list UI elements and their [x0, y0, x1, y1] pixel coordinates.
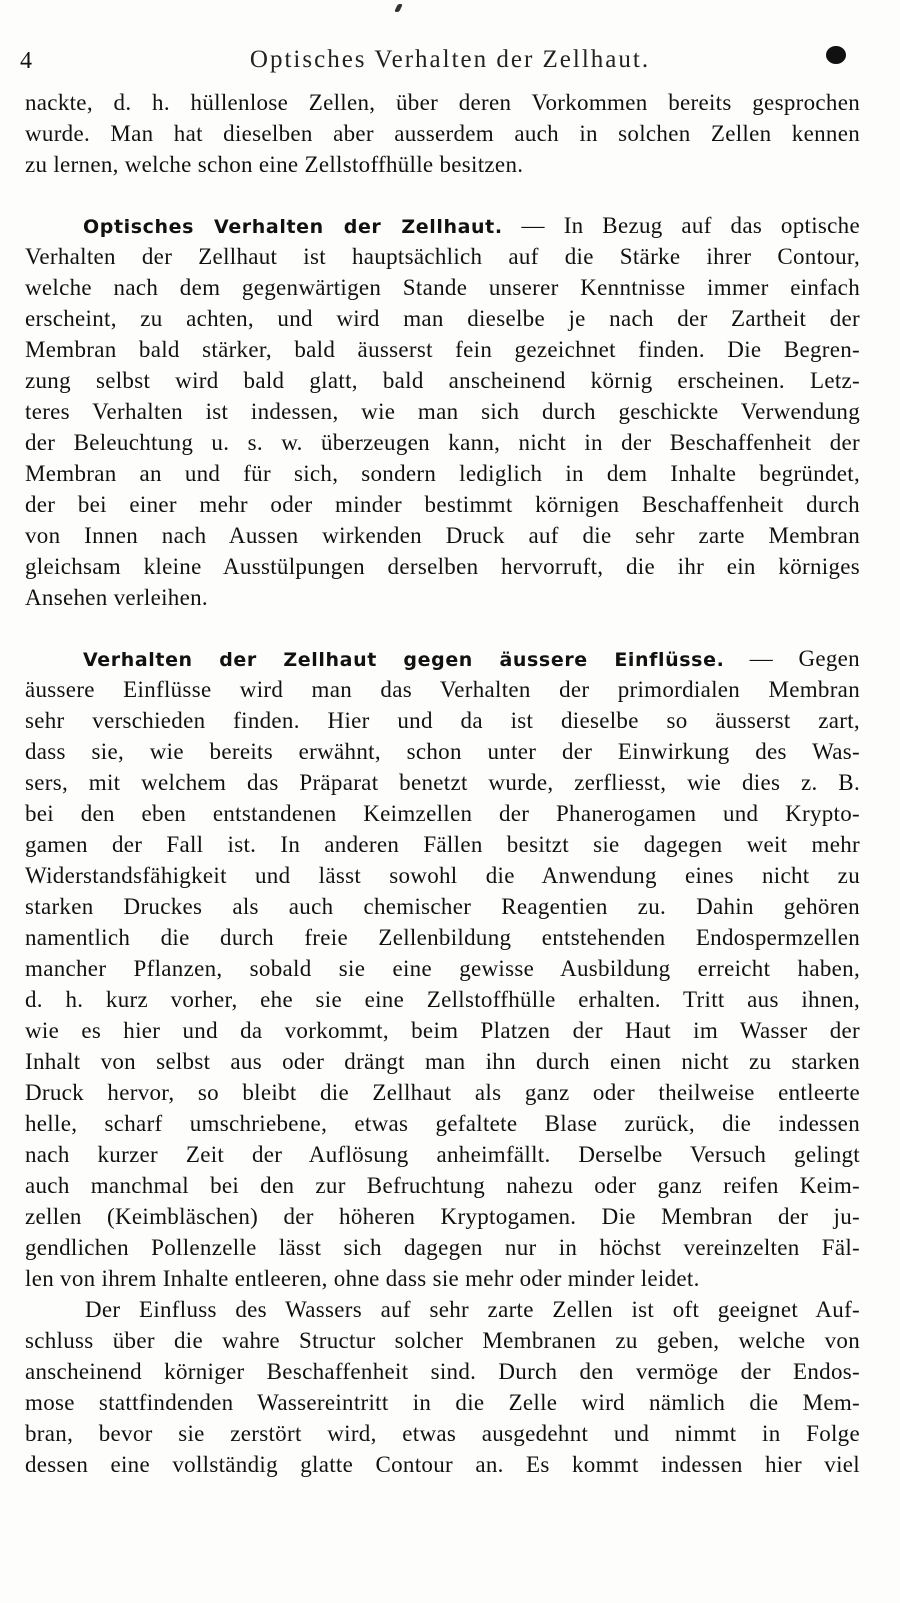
text-line: starken Druckes als auch chemischer Reagentien zu. Dahin gehören: [25, 894, 860, 919]
text-fragment: — In Bezug auf das optische: [502, 213, 860, 238]
text-line: Inhalt von selbst aus oder drängt man ihn durch einen nicht zu starken: [25, 1049, 860, 1074]
text-line: mancher Pflanzen, sobald sie eine gewisse Ausbildung erreicht haben,: [25, 956, 860, 981]
text-line: namentlich die durch freie Zellenbildung entstehenden Endospermzellen: [25, 925, 860, 950]
text-line: gleichsam kleine Ausstülpungen derselben hervorruft, die ihr ein körniges: [25, 554, 860, 579]
text-line: nach kurzer Zeit der Auflösung anheimfällt. Derselbe Versuch gelingt: [25, 1142, 860, 1167]
section-heading: Verhalten der Zellhaut gegen äussere Einflüsse.: [83, 649, 725, 671]
running-title: Optisches Verhalten der Zellhaut.: [249, 46, 651, 73]
text-line: welche nach dem gegenwärtigen Stande unserer Kenntnisse immer einfach: [25, 275, 860, 300]
section-heading-line: [25, 210, 860, 241]
text-line: wie es hier und da vorkommt, beim Platzen der Haut im Wasser der: [25, 1018, 860, 1043]
text-line: bran, bevor sie zerstört wird, etwas ausgedehnt und nimmt in Folge: [25, 1421, 860, 1446]
text-line: len von ihrem Inhalte entleeren, ohne dass sie mehr oder minder leidet.: [25, 1266, 700, 1291]
printing-mark: [394, 4, 403, 12]
text-line: d. h. kurz vorher, ehe sie eine Zellstoffhülle erhalten. Tritt aus ihnen,: [25, 987, 860, 1012]
text-line: äussere Einflüsse wird man das Verhalten der primordialen Membran: [25, 677, 860, 702]
text-line: wurde. Man hat dieselben aber ausserdem auch in solchen Zellen kennen: [25, 121, 860, 146]
text-line: von Innen nach Aussen wirkenden Druck auf die sehr zarte Membran: [25, 523, 860, 548]
text-fragment: — Gegen: [724, 646, 860, 671]
text-line: Ansehen verleihen.: [25, 585, 208, 610]
text-line: nackte, d. h. hüllenlose Zellen, über deren Vorkommen bereits gesprochen: [25, 90, 860, 115]
section-heading-line: [25, 643, 860, 674]
text-line: Membran an und für sich, sondern lediglich in dem Inhalte begründet,: [25, 461, 860, 486]
text-line: gamen der Fall ist. In anderen Fällen besitzt sie dagegen weit mehr: [25, 832, 860, 857]
section-heading: Optisches Verhalten der Zellhaut.: [83, 216, 503, 238]
text-line: Verhalten der Zellhaut ist hauptsächlich auf die Stärke ihrer Contour,: [25, 244, 860, 269]
text-line: zellen (Keimbläschen) der höheren Kryptogamen. Die Membran der ju-: [25, 1204, 860, 1229]
text-line: sehr verschieden finden. Hier und da ist dieselbe so äusserst zart,: [25, 708, 860, 733]
text-line: helle, scharf umschriebene, etwas gefaltete Blase zurück, die indessen: [25, 1111, 860, 1136]
text-line: der bei einer mehr oder minder bestimmt körnigen Beschaffenheit durch: [25, 492, 860, 517]
text-line: dass sie, wie bereits erwähnt, schon unter der Einwirkung des Was-: [25, 739, 860, 764]
text-line: gendlichen Pollenzelle lässt sich dagegen nur in höchst vereinzelten Fäl-: [25, 1235, 860, 1260]
text-line: anscheinend körniger Beschaffenheit sind. Durch den vermöge der Endos-: [25, 1359, 860, 1384]
text-line: mose stattfindenden Wassereintritt in die Zelle wird nämlich die Mem-: [25, 1390, 860, 1415]
text-line: erscheint, zu achten, und wird man dieselbe je nach der Zartheit der: [25, 306, 860, 331]
text-line: Membran bald stärker, bald äusserst fein gezeichnet finden. Die Begren-: [25, 337, 860, 362]
text-line: bei den eben entstandenen Keimzellen der Phanerogamen und Krypto-: [25, 801, 860, 826]
text-line: zu lernen, welche schon eine Zellstoffhülle besitzen.: [25, 152, 524, 177]
text-line: Widerstandsfähigkeit und lässt sowohl die Anwendung eines nicht zu: [25, 863, 860, 888]
text-line: auch manchmal bei den zur Befruchtung nahezu oder ganz reifen Keim-: [25, 1173, 860, 1198]
text-line: teres Verhalten ist indessen, wie man sich durch geschickte Verwendung: [25, 399, 860, 424]
text-line: schluss über die wahre Structur solcher Membranen zu geben, welche von: [25, 1328, 860, 1353]
page-header: [0, 40, 900, 82]
body-text: [25, 87, 860, 1480]
text-line: sers, mit welchem das Präparat benetzt wurde, zerfliesst, wie dies z. B.: [25, 770, 860, 795]
text-line: Druck hervor, so bleibt die Zellhaut als ganz oder theilweise entleerte: [25, 1080, 860, 1105]
text-line: der Beleuchtung u. s. w. überzeugen kann, nicht in der Beschaffenheit der: [25, 430, 860, 455]
text-line: dessen eine vollständig glatte Contour an. Es kommt indessen hier viel: [25, 1452, 860, 1477]
text-line: zung selbst wird bald glatt, bald anscheinend körnig erscheinen. Letz-: [25, 368, 860, 393]
text-line: Der Einfluss des Wassers auf sehr zarte Zellen ist oft geeignet Auf-: [85, 1297, 860, 1322]
page-number: 4: [20, 48, 32, 74]
